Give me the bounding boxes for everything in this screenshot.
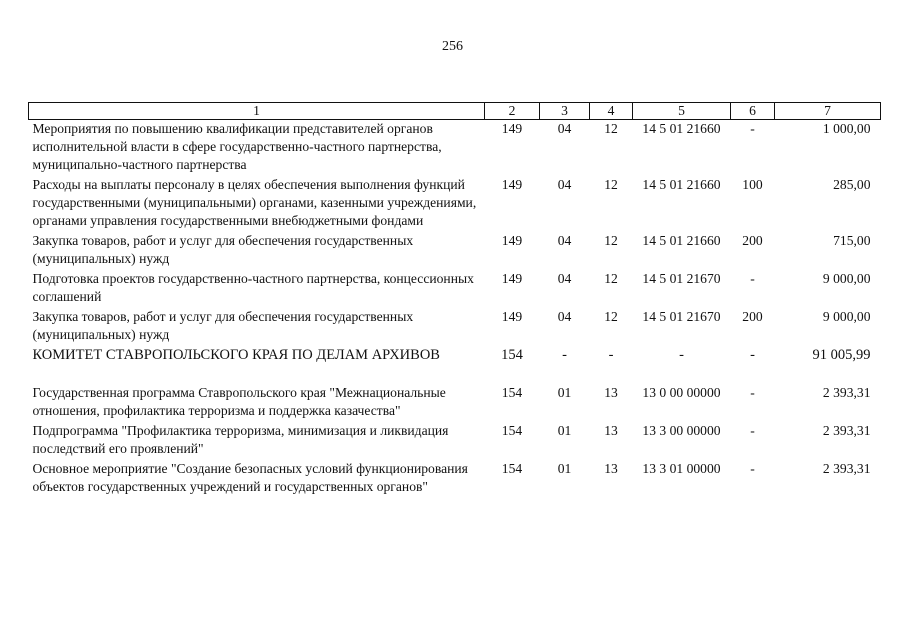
row-ministry-code: 154 [501, 385, 523, 400]
row-section-code: 04 [557, 177, 572, 192]
row-subsection-code: 12 [604, 309, 618, 324]
row-subsection-code: 12 [604, 233, 618, 248]
row-ministry-code: 149 [501, 177, 523, 192]
row-ministry-code: 154 [501, 461, 523, 476]
budget-table [28, 102, 881, 498]
row-name: КОМИТЕТ СТАВРОПОЛЬСКОГО КРАЯ ПО ДЕЛАМ АРХИВОВ [32, 347, 440, 363]
row-section-code: - [562, 347, 567, 363]
row-amount: 2 393,31 [822, 461, 871, 476]
row-subsection-code: 13 [604, 461, 618, 476]
row-ministry-code: 149 [501, 233, 523, 248]
row-expense-type: 200 [742, 233, 763, 248]
row-ministry-code: 149 [501, 309, 523, 324]
row-name: Основное мероприятие "Создание безопасных условий функционирования объектов государственных учреждений и государственных органов" [32, 461, 468, 494]
table-row [29, 308, 881, 346]
row-subsection-code: 12 [604, 177, 618, 192]
row-amount: 9 000,00 [822, 271, 871, 286]
row-target-code: 14 5 01 21660 [642, 177, 721, 192]
row-amount: 9 000,00 [822, 309, 871, 324]
column-header-5: 5 [633, 103, 731, 120]
row-target-code: 14 5 01 21670 [642, 271, 721, 286]
row-expense-type: - [750, 385, 755, 400]
column-header-4: 4 [590, 103, 633, 120]
row-amount: 2 393,31 [822, 385, 871, 400]
row-target-code: 13 3 00 00000 [642, 423, 721, 438]
row-subsection-code: 13 [604, 423, 618, 438]
row-section-code: 01 [557, 461, 572, 476]
row-expense-type: 200 [742, 309, 763, 324]
row-target-code: 14 5 01 21660 [642, 233, 721, 248]
row-section-code: 04 [557, 309, 572, 324]
row-section-code: 01 [557, 423, 572, 438]
row-target-code: 14 5 01 21670 [642, 309, 721, 324]
row-amount: 2 393,31 [822, 423, 871, 438]
column-header-3: 3 [540, 103, 590, 120]
column-header-2: 2 [485, 103, 540, 120]
row-subsection-code: 13 [604, 385, 618, 400]
row-amount: 1 000,00 [822, 121, 871, 136]
row-subsection-code: - [608, 347, 614, 363]
row-expense-type: - [750, 121, 755, 136]
table-row [29, 176, 881, 232]
row-amount: 285,00 [833, 177, 871, 192]
row-expense-type: 100 [742, 177, 763, 192]
row-ministry-code: 149 [501, 271, 523, 286]
row-section-code: 04 [557, 233, 572, 248]
table-row [29, 422, 881, 460]
row-target-code: 14 5 01 21660 [642, 121, 721, 136]
table-row [29, 460, 881, 498]
row-subsection-code: 12 [604, 271, 618, 286]
column-header-7: 7 [775, 103, 881, 120]
row-amount: 715,00 [833, 233, 871, 248]
row-name: Расходы на выплаты персоналу в целях обеспечения выполнения функций государственными (муниципальными) органами, казенными учреждениями, органами управления государственными внебюджетными фондами [32, 177, 477, 228]
row-ministry-code: 154 [501, 423, 523, 438]
row-expense-type: - [750, 271, 755, 286]
row-expense-type: - [750, 347, 755, 363]
table-row [29, 270, 881, 308]
row-target-code: 13 3 01 00000 [642, 461, 721, 476]
row-section-code: 04 [557, 121, 572, 136]
column-header-6: 6 [731, 103, 775, 120]
row-target-code: - [679, 347, 684, 363]
row-name: Подпрограмма "Профилактика терроризма, минимизация и ликвидация последствий его проявлений" [32, 423, 449, 456]
column-header-1: 1 [29, 103, 485, 120]
table-row [29, 232, 881, 270]
row-target-code: 13 0 00 00000 [642, 385, 721, 400]
row-section-code: 01 [557, 385, 572, 400]
table-row-department [29, 346, 881, 384]
row-ministry-code: 149 [501, 121, 523, 136]
row-name: Закупка товаров, работ и услуг для обеспечения государственных (муниципальных) нужд [32, 309, 414, 342]
row-subsection-code: 12 [604, 121, 618, 136]
row-name: Закупка товаров, работ и услуг для обеспечения государственных (муниципальных) нужд [32, 233, 414, 266]
table-row [29, 384, 881, 422]
page-number: 256 [442, 39, 463, 54]
row-section-code: 04 [557, 271, 572, 286]
row-ministry-code: 154 [501, 347, 523, 363]
row-name: Мероприятия по повышению квалификации представителей органов исполнительной власти в сфере государственно-частного партнерства, муниципально-частного партнерства [32, 121, 442, 172]
row-expense-type: - [750, 461, 755, 476]
row-amount: 91 005,99 [812, 347, 871, 363]
row-name: Подготовка проектов государственно-частного партнерства, концессионных соглашений [32, 271, 474, 304]
row-expense-type: - [750, 423, 755, 438]
table-header-row [29, 103, 881, 120]
row-name: Государственная программа Ставропольского края "Межнациональные отношения, профилактика терроризма и поддержка казачества" [32, 385, 446, 418]
table-row [29, 120, 881, 177]
